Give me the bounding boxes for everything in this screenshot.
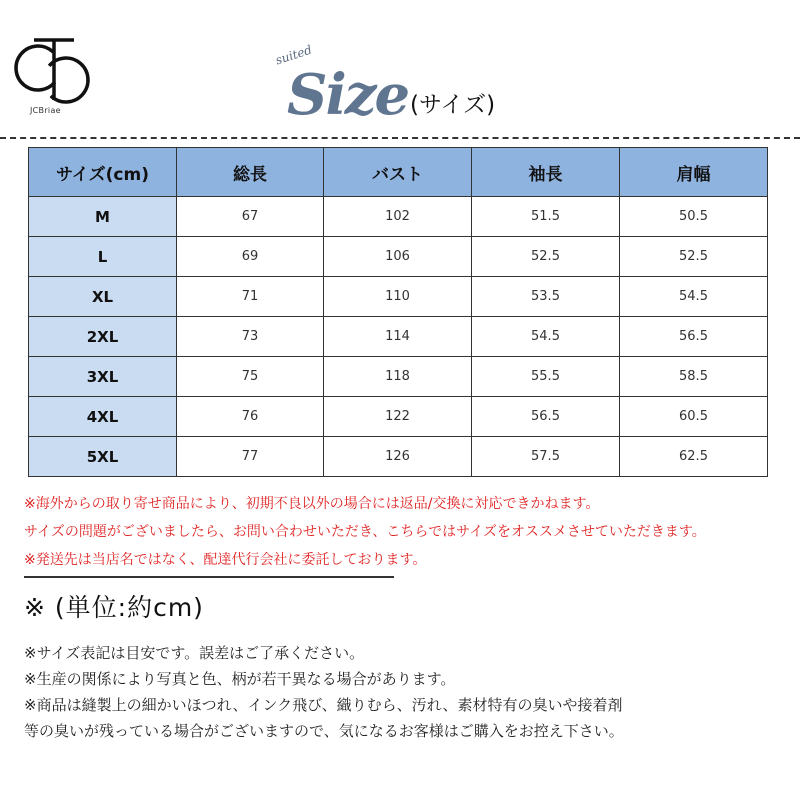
table-cell: 106 <box>324 237 472 277</box>
note-line: ※サイズ表記は目安です。誤差はご了承ください。 <box>24 644 365 662</box>
table-cell: 53.5 <box>472 277 620 317</box>
table-cell: 58.5 <box>620 357 768 397</box>
note-line: ※商品は縫製上の細かいほつれ、インク飛び、織りむら、汚れ、素材特有の臭いや接着剤 <box>24 696 623 714</box>
size-cell: M <box>29 197 177 237</box>
table-header-row <box>29 148 768 197</box>
brand-logo <box>8 30 98 120</box>
table-row <box>29 437 768 477</box>
size-cell: L <box>29 237 177 277</box>
table-cell: 52.5 <box>620 237 768 277</box>
table-cell: 73 <box>177 317 324 357</box>
table-cell: 110 <box>324 277 472 317</box>
table-cell: 118 <box>324 357 472 397</box>
red-notes <box>24 490 784 574</box>
table-cell: 69 <box>177 237 324 277</box>
header-size: サイズ(cm) <box>29 148 177 197</box>
table-cell: 56.5 <box>620 317 768 357</box>
table-cell: 67 <box>177 197 324 237</box>
table-cell: 56.5 <box>472 397 620 437</box>
table-cell: 57.5 <box>472 437 620 477</box>
table-row <box>29 357 768 397</box>
table-row <box>29 317 768 357</box>
dashed-divider <box>0 137 800 139</box>
size-table <box>28 147 768 477</box>
red-note-line: ※発送先は当店名ではなく、配達代行会社に委託しております。 <box>24 552 427 568</box>
jc-monogram-icon <box>8 30 98 110</box>
table-cell: 55.5 <box>472 357 620 397</box>
black-notes <box>24 640 784 744</box>
unit-label: ※ (単位:約cm) <box>24 593 204 622</box>
header-shoulder: 肩幅 <box>620 148 768 197</box>
size-cell: 3XL <box>29 357 177 397</box>
table-row <box>29 197 768 237</box>
header-length: 総長 <box>177 148 324 197</box>
size-cell: 4XL <box>29 397 177 437</box>
table-cell: 71 <box>177 277 324 317</box>
title-main: Size <box>287 62 409 128</box>
table-cell: 54.5 <box>620 277 768 317</box>
size-cell: 2XL <box>29 317 177 357</box>
table-row <box>29 237 768 277</box>
header-sleeve: 袖長 <box>472 148 620 197</box>
red-note-line: サイズの問題がございましたら、お問い合わせいただき、こちらではサイズをオススメさせていただきます。 <box>24 524 706 540</box>
table-cell: 51.5 <box>472 197 620 237</box>
solid-divider <box>24 576 394 578</box>
logo-text: JCBriae <box>30 106 61 115</box>
note-line: 等の臭いが残っている場合がございますので、気になるお客様はご購入をお控え下さい。 <box>24 722 624 740</box>
table-cell: 114 <box>324 317 472 357</box>
table-cell: 52.5 <box>472 237 620 277</box>
table-cell: 50.5 <box>620 197 768 237</box>
title-sub: (サイズ) <box>410 92 496 118</box>
size-cell: 5XL <box>29 437 177 477</box>
note-line: ※生産の関係により写真と色、柄が若干異なる場合があります。 <box>24 670 456 688</box>
table-cell: 76 <box>177 397 324 437</box>
table-cell: 102 <box>324 197 472 237</box>
table-row <box>29 277 768 317</box>
page-title <box>265 40 545 130</box>
header-bust: バスト <box>324 148 472 197</box>
table-cell: 122 <box>324 397 472 437</box>
table-cell: 77 <box>177 437 324 477</box>
table-cell: 126 <box>324 437 472 477</box>
table-cell: 54.5 <box>472 317 620 357</box>
table-cell: 60.5 <box>620 397 768 437</box>
table-cell: 75 <box>177 357 324 397</box>
table-cell: 62.5 <box>620 437 768 477</box>
size-cell: XL <box>29 277 177 317</box>
title-script: suited <box>273 42 314 68</box>
table-row <box>29 397 768 437</box>
red-note-line: ※海外からの取り寄せ商品により、初期不良以外の場合には返品/交換に対応できかねます。 <box>24 496 600 512</box>
